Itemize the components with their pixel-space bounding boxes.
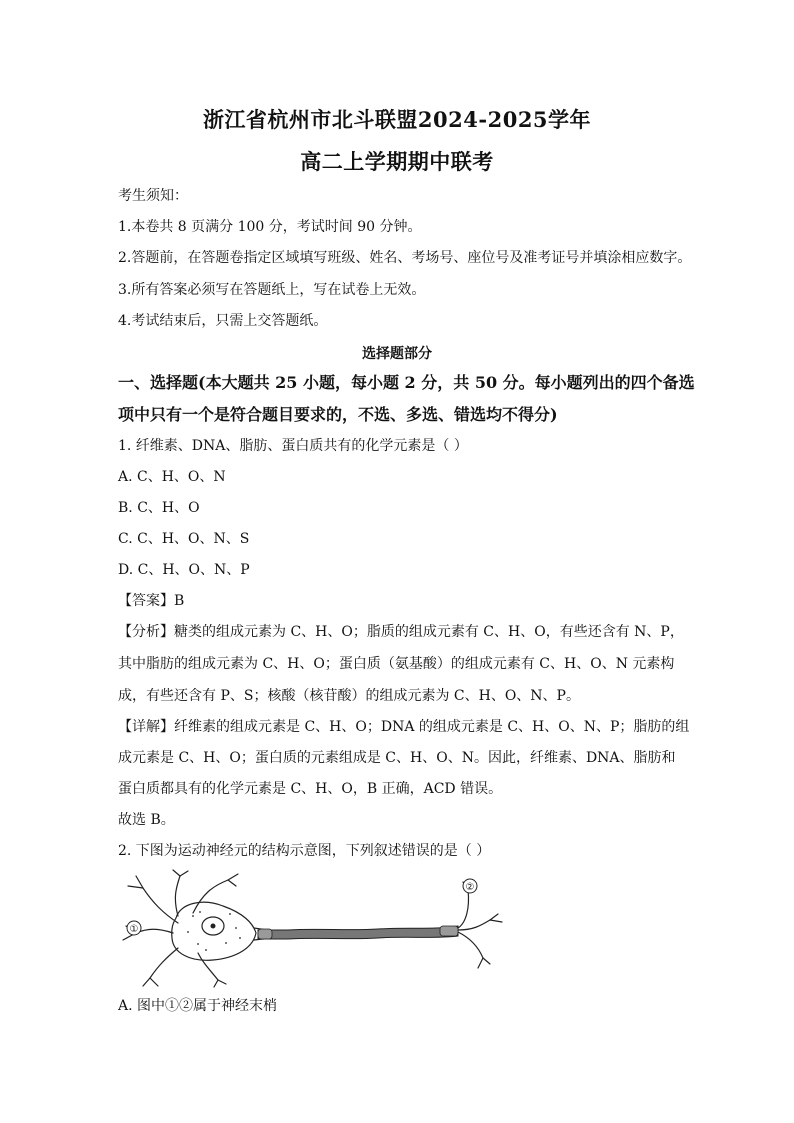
- question-1-option-d: D. C、H、O、N、P: [118, 562, 250, 578]
- instruction-item: 1.本卷共 8 页满分 100 分，考试时间 90 分钟。: [118, 219, 422, 235]
- instructions-heading: 考生须知：: [118, 188, 188, 204]
- instruction-item: 2.答题前，在答题卷指定区域填写班级、姓名、考场号、座位号及准考证号并填涂相应数字。: [118, 250, 692, 266]
- exam-title-line1: 浙江省杭州市北斗联盟2024-2025学年: [202, 107, 592, 132]
- question-2-stem: 2. 下图为运动神经元的结构示意图，下列叙述错误的是（ ）: [118, 843, 491, 859]
- question-1-analysis: 【分析】糖类的组成元素为 C、H、O；脂质的组成元素有 C、H、O，有些还含有 N、P，: [118, 624, 684, 640]
- question-2-option-a: A. 图中①②属于神经末梢: [118, 998, 278, 1014]
- question-1-conclusion: 故选 B。: [118, 812, 175, 828]
- section-heading-line2: 项中只有一个是符合题目要求的，不选、多选、错选均不得分): [118, 405, 558, 424]
- question-1-detail: 蛋白质都具有的化学元素是 C、H、O，B 正确，ACD 错误。: [118, 781, 503, 797]
- question-1-analysis: 成，有些还含有 P、S；核酸（核苷酸）的组成元素为 C、H、O、N、P。: [118, 688, 580, 704]
- label-2: ②: [465, 882, 475, 893]
- question-1-answer: 【答案】B: [118, 593, 185, 609]
- question-1-analysis: 其中脂肪的组成元素为 C、H、O；蛋白质（氨基酸）的组成元素有 C、H、O、N 元素构: [118, 656, 675, 672]
- question-1-detail: 【详解】纤维素的组成元素是 C、H、O；DNA 的组成元素是 C、H、O、N、P；脂肪的组: [118, 719, 690, 735]
- question-1-option-c: C. C、H、O、N、S: [118, 531, 250, 547]
- question-1-option-a: A. C、H、O、N: [118, 469, 226, 485]
- section-heading-line1: 一、选择题(本大题共 25 小题，每小题 2 分，共 50 分。每小题列出的四个备选: [118, 373, 695, 392]
- instruction-item: 3.所有答案必须写在答题纸上，写在试卷上无效。: [118, 282, 426, 298]
- neuron-diagram: [118, 868, 508, 988]
- exam-title-line2: 高二上学期期中联考: [300, 149, 494, 174]
- question-1-stem: 1. 纤维素、DNA、脂肪、蛋白质共有的化学元素是（ ）: [118, 438, 468, 454]
- question-1-detail: 成元素是 C、H、O；蛋白质的元素组成是 C、H、O、N。因此，纤维素、DNA、脂肪和: [118, 750, 676, 766]
- section-title: 选择题部分: [362, 346, 432, 362]
- instruction-item: 4.考试结束后，只需上交答题纸。: [118, 313, 328, 329]
- question-1-option-b: B. C、H、O: [118, 500, 200, 516]
- label-1: ①: [129, 924, 139, 935]
